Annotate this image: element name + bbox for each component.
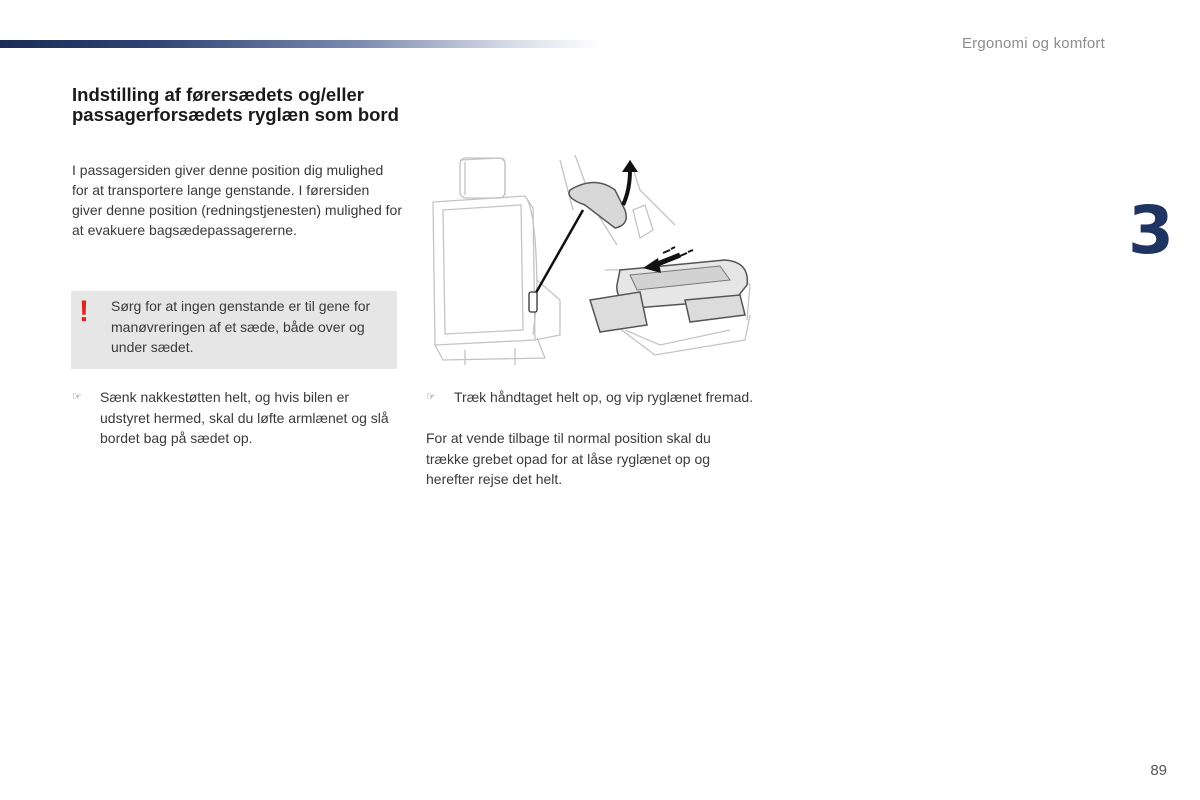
- warning-box: [71, 291, 397, 369]
- section-title: Ergonomi og komfort: [961, 35, 1105, 52]
- step-pull-lever: [426, 387, 756, 408]
- seat-table: [590, 260, 747, 332]
- warning-text: Sørg for at ingen genstande er til gene for manøvreringen af et sæde, både over og under sædet.: [111, 298, 371, 355]
- seat-lever: [529, 292, 537, 312]
- exclamation-icon: !: [79, 295, 89, 328]
- lever-pointer-line: [533, 210, 583, 298]
- return-instructions: For at vende tilbage til normal position skal du trække grebet opad for at låse ryglænet op og herefter rejse det helt.: [426, 430, 711, 487]
- pointing-hand-icon: ☞: [426, 391, 436, 403]
- pointing-hand-icon: ☞: [72, 391, 82, 403]
- curved-arrow-head: [622, 160, 638, 172]
- step-text: Sænk nakkestøtten helt, og hvis bilen er udstyret hermed, skal du løfte armlænet og slå bordet bag på sædet op.: [100, 389, 389, 446]
- intro-paragraph: I passagersiden giver denne position dig mulighed for at transportere lange genstande. I førersiden giver denne position (redningstjenesten) mulighed for at evakuere bagsædepassagererne.: [72, 162, 402, 238]
- seat-illustration: [425, 150, 760, 365]
- step-text: Træk håndtaget helt op, og vip ryglænet fremad.: [454, 389, 754, 405]
- header-decorative-bar: [0, 40, 600, 48]
- page-heading: Indstilling af førersædets og/eller passagerforsædets ryglæn som bord: [72, 84, 399, 125]
- curved-arrow-icon: [623, 170, 630, 205]
- page-number: 89: [1150, 762, 1167, 779]
- step-lower-headrest: [72, 387, 402, 449]
- chapter-number: 3: [1128, 192, 1174, 269]
